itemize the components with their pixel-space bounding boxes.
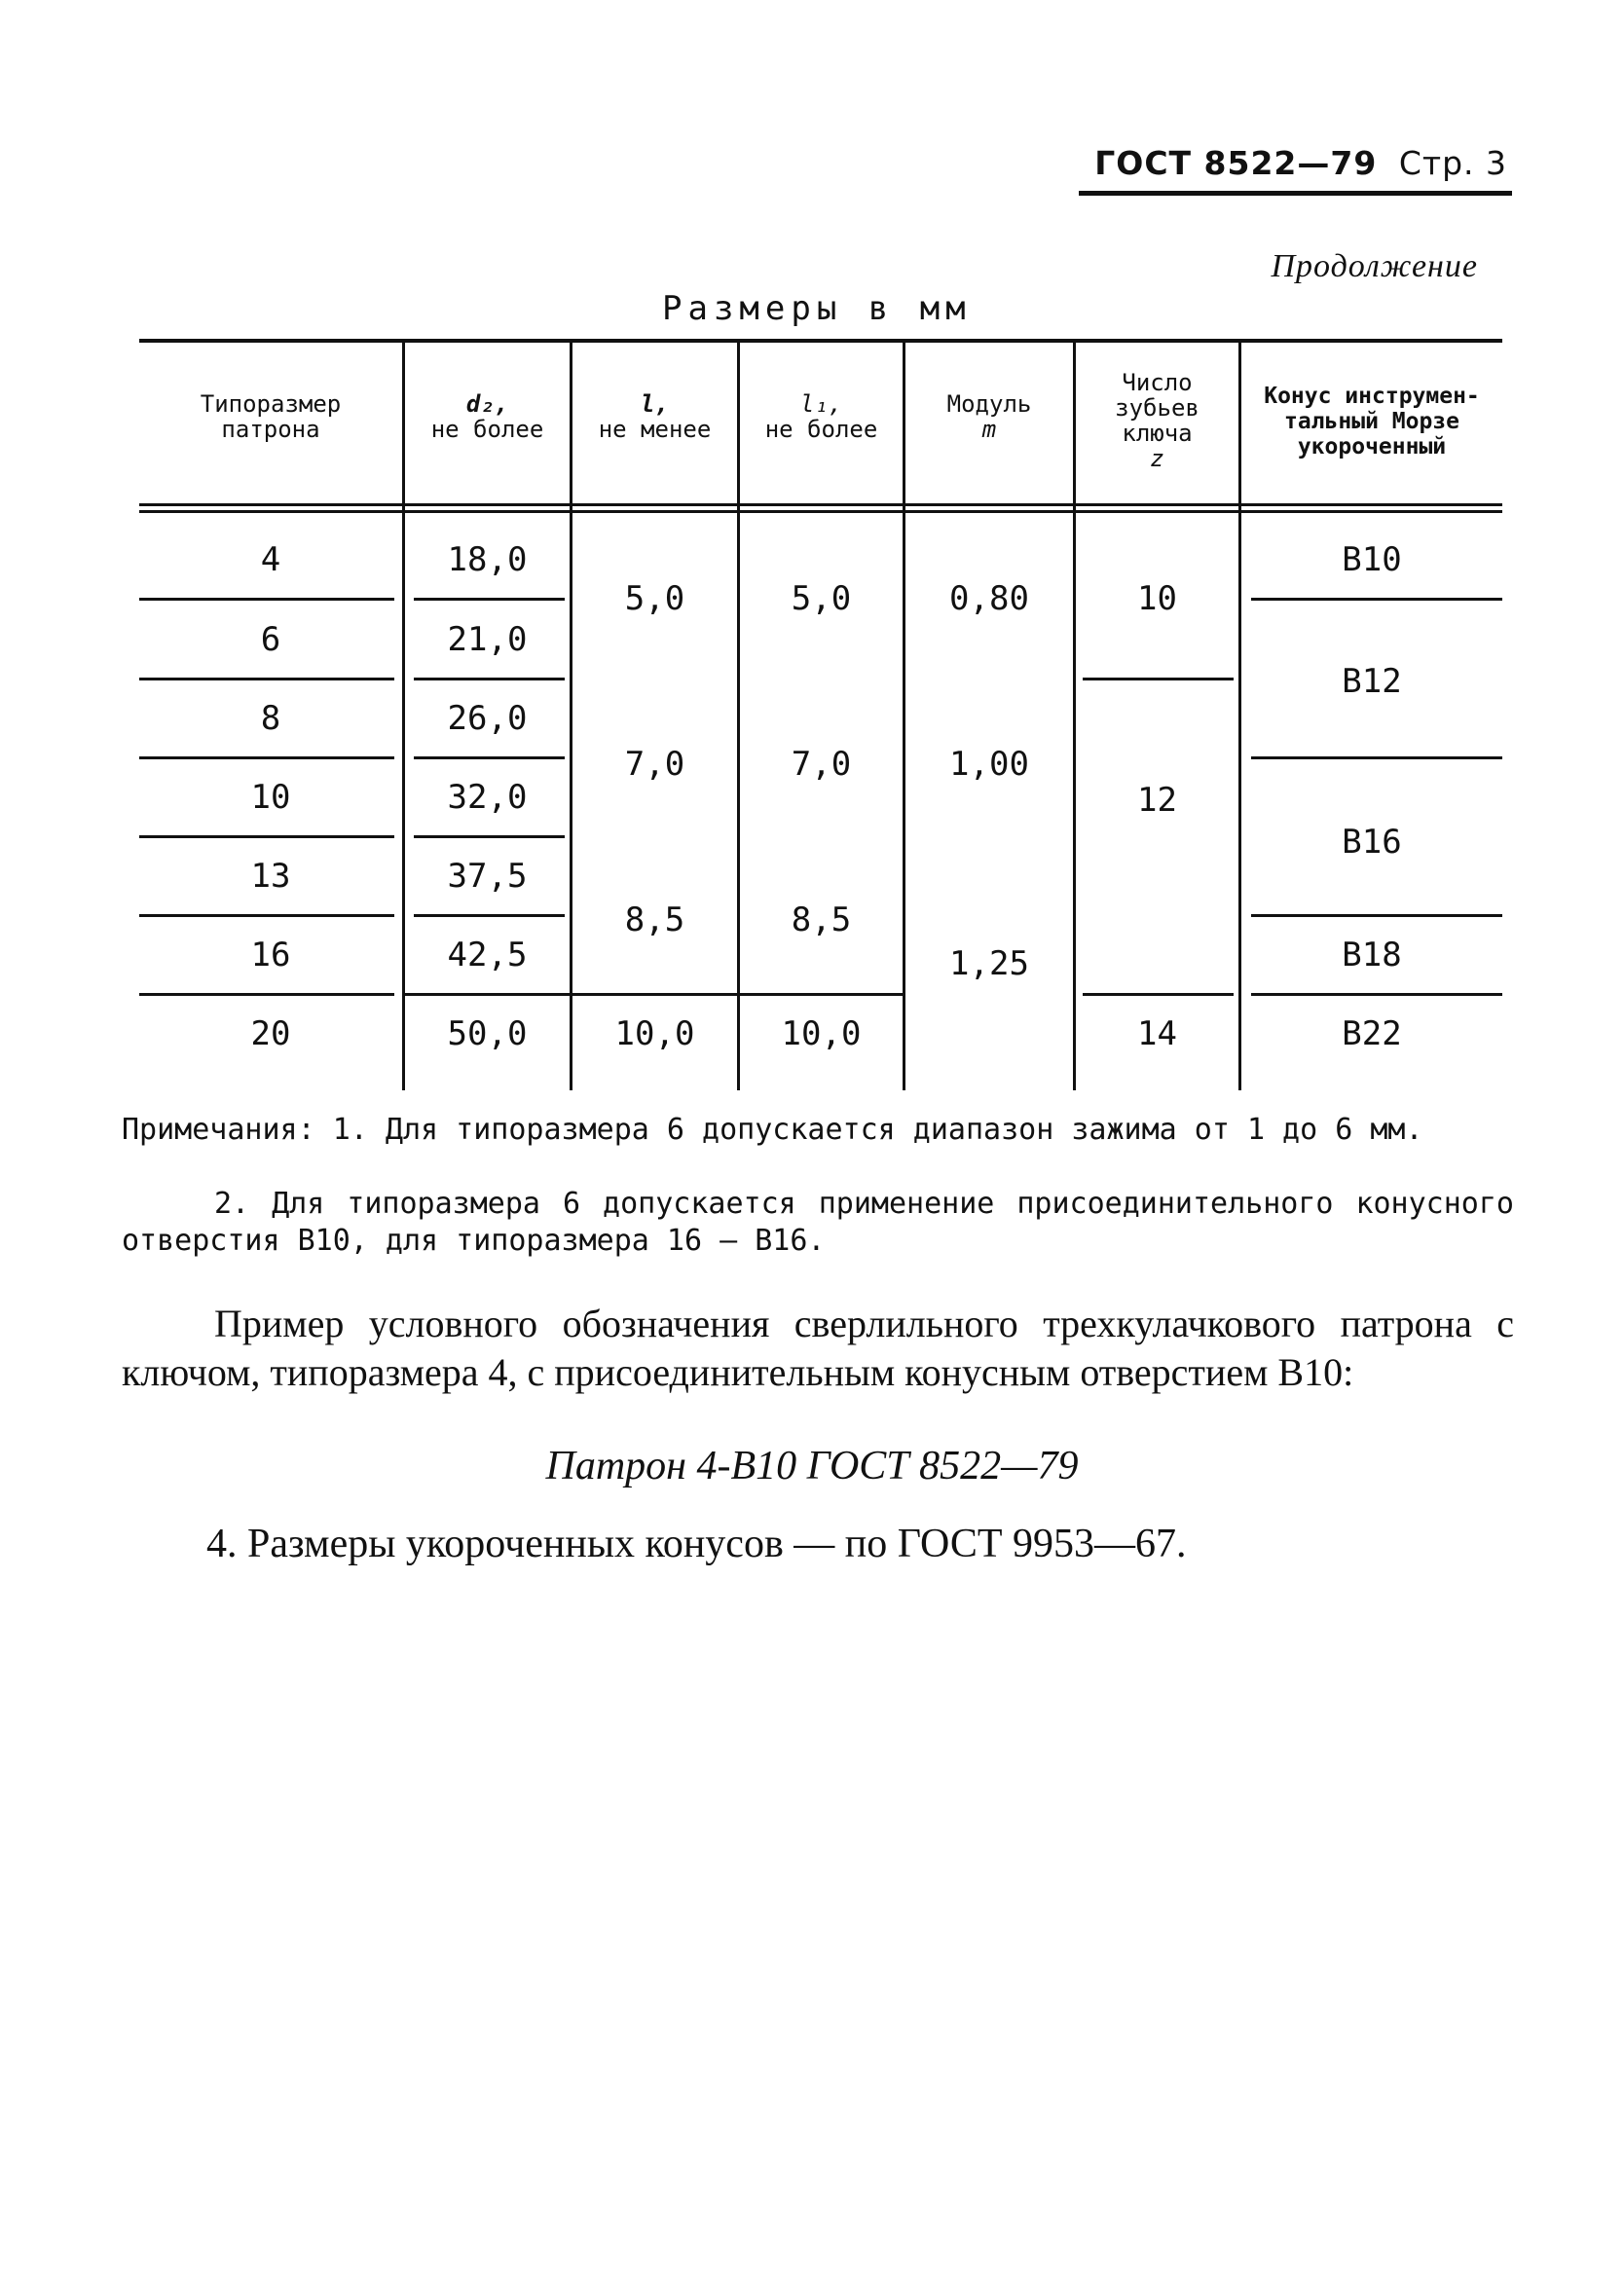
header-text: зубьев (1115, 394, 1200, 422)
cell-teeth: 12 (1137, 781, 1177, 820)
cell-cone: B18 (1342, 936, 1402, 974)
standard-number: ГОСТ 8522—79 (1094, 144, 1378, 182)
note-2: 2. Для типоразмера 6 допускается применение присоединительного конусного отверстия B10, для типоразмера 16 — B16. (122, 1187, 1514, 1258)
cell-size: 10 (250, 778, 291, 817)
header-text: не более (430, 416, 544, 443)
example-designation: Патрон 4-B10 ГОСТ 8522—79 (545, 1444, 1079, 1488)
header-text: укороченный (1297, 434, 1447, 459)
row-rule (139, 914, 394, 917)
dimensions-table (0, 0, 1624, 1110)
row-rule (414, 914, 565, 917)
header-text: l₁, (799, 390, 843, 418)
cell-l: 8,5 (624, 900, 685, 939)
header-text: не менее (598, 416, 712, 443)
header-rule-1 (139, 503, 1502, 506)
cell-size: 16 (250, 936, 291, 974)
cell-cone: B16 (1342, 823, 1402, 862)
row-rule (1251, 598, 1502, 601)
row-rule (1251, 914, 1502, 917)
row-rule (1083, 678, 1234, 680)
header-text: не более (764, 416, 878, 443)
cell-d2: 21,0 (447, 620, 528, 659)
cell-d2: 50,0 (447, 1014, 528, 1053)
cell-d2: 37,5 (447, 857, 528, 896)
cell-d2: 32,0 (447, 778, 528, 817)
cell-size: 6 (260, 620, 281, 659)
row-rule (139, 598, 394, 601)
header-text: ключа (1122, 420, 1193, 447)
cell-cone: B22 (1342, 1014, 1402, 1053)
row-rule (414, 835, 565, 838)
row-rule (139, 756, 394, 759)
header-text: l, (641, 390, 669, 418)
cell-size: 20 (250, 1014, 291, 1053)
header-text: Конус инструмен- (1264, 384, 1480, 409)
header-text: Модуль (946, 390, 1032, 418)
header-text: z (1150, 445, 1164, 472)
row-rule (414, 756, 565, 759)
cell-size: 4 (260, 540, 281, 579)
cell-module: 1,25 (949, 944, 1029, 983)
cell-l1: 5,0 (791, 579, 852, 618)
units-caption: Размеры в мм (662, 289, 972, 328)
cell-d2: 26,0 (447, 699, 528, 738)
header-text: патрона (221, 416, 320, 443)
header-size (139, 391, 402, 442)
cell-d2: 18,0 (447, 540, 528, 579)
cell-l1: 8,5 (791, 900, 852, 939)
cell-d2: 42,5 (447, 936, 528, 974)
row-rule (414, 598, 565, 601)
row-rule (414, 678, 565, 680)
cell-module: 1,00 (949, 745, 1029, 784)
col-divider (570, 343, 572, 1090)
cell-l1: 10,0 (781, 1014, 862, 1053)
row-rule (139, 993, 394, 996)
header-text: Типоразмер (200, 390, 342, 418)
header-l1 (740, 391, 903, 442)
row-rule (139, 678, 394, 680)
col-divider (737, 343, 740, 1090)
row-rule (139, 835, 394, 838)
cell-teeth: 10 (1137, 579, 1177, 618)
header-text: Число (1122, 369, 1193, 396)
row-rule (1251, 993, 1502, 996)
header-rule-2 (139, 510, 1502, 513)
row-rule (1083, 993, 1234, 996)
header-teeth (1076, 370, 1238, 471)
cell-l: 5,0 (624, 579, 685, 618)
table-top-rule (139, 339, 1502, 343)
header-text: тальный Морзе (1283, 409, 1459, 434)
continuation-label: Продолжение (1271, 248, 1478, 284)
header-text: d₂, (465, 390, 509, 418)
cell-l: 7,0 (624, 745, 685, 784)
cell-l: 10,0 (614, 1014, 695, 1053)
cell-teeth: 14 (1137, 1014, 1177, 1053)
cell-cone: B12 (1342, 662, 1402, 701)
header-cone (1241, 384, 1502, 459)
cell-l1: 7,0 (791, 745, 852, 784)
cell-size: 8 (260, 699, 281, 738)
cell-size: 13 (250, 857, 291, 896)
page-number: Стр. 3 (1398, 144, 1507, 182)
cell-cone: B10 (1342, 540, 1402, 579)
example-intro: Пример условного обозначения сверлильного трехкулачкового патрона с ключом, типоразмера 4, с присоединительным конусным отверстием B10: (122, 1302, 1514, 1394)
clause-4: 4. Размеры укороченных конусов — по ГОСТ 9953—67. (206, 1522, 1187, 1566)
note-1: Примечания: 1. Для типоразмера 6 допускается диапазон зажима от 1 до 6 мм. (122, 1113, 1423, 1147)
row-rule (405, 993, 905, 996)
row-rule (1251, 756, 1502, 759)
header-l (572, 391, 737, 442)
header-module (905, 391, 1073, 442)
header-text: m (981, 416, 997, 443)
cell-module: 0,80 (949, 579, 1029, 618)
header-d2 (405, 391, 570, 442)
